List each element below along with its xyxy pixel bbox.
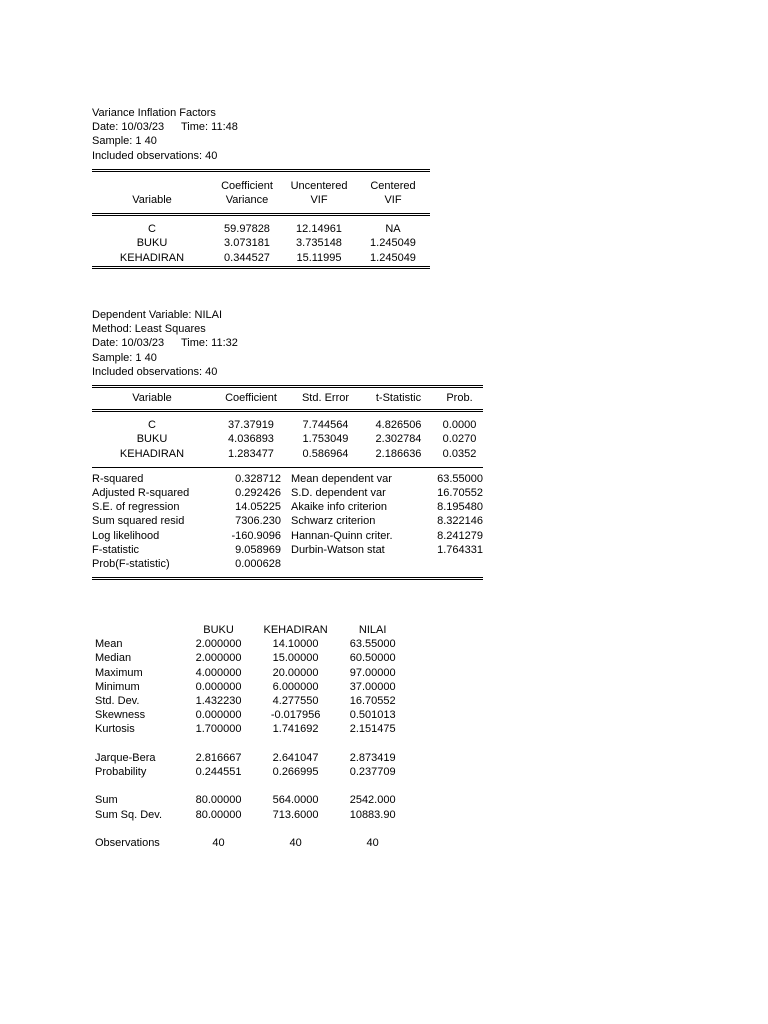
vif-col-2-line2: VIF — [310, 193, 328, 206]
stat-value: 8.241279 — [437, 529, 483, 542]
desc-cell: 97.00000 — [349, 666, 396, 679]
stat-label: Prob(F-statistic) — [92, 557, 170, 570]
reg-cell: 0.0000 — [442, 419, 477, 432]
reg-bottom-rule — [92, 577, 483, 580]
stat-value — [418, 557, 483, 571]
desc-label: Mean — [95, 638, 123, 651]
table-row — [95, 651, 411, 665]
table-row — [95, 680, 411, 694]
desc-col-kehadiran: KEHADIRAN — [263, 624, 328, 636]
reg-coef-table — [92, 412, 483, 467]
vif-body — [92, 216, 430, 265]
stat-label — [286, 557, 418, 571]
desc-cell: 6.000000 — [272, 680, 319, 693]
desc-cell: 2.000000 — [195, 638, 242, 651]
desc-col-blank — [95, 623, 180, 637]
reg-cell: 2.302784 — [375, 433, 422, 446]
desc-cell: 60.50000 — [349, 652, 396, 665]
vif-cell: 59.97828 — [224, 223, 270, 236]
stat-label: Hannan-Quinn criter. — [291, 529, 393, 542]
reg-observations: Included observations: 40 — [92, 365, 218, 378]
stat-label: F-statistic — [92, 543, 140, 556]
desc-cell: 0.501013 — [349, 709, 396, 722]
table-row — [95, 765, 411, 779]
desc-cell: 80.00000 — [195, 808, 242, 821]
stat-label: Akaike info criterion — [291, 501, 387, 514]
vif-section — [92, 106, 432, 269]
vif-col-0-line2: Variable — [132, 193, 172, 206]
table-row — [92, 472, 483, 486]
table-row — [92, 222, 430, 236]
vif-cell: 12.14961 — [296, 223, 342, 236]
table-row — [95, 708, 411, 722]
reg-method: Method: Least Squares — [92, 323, 206, 336]
table-row — [92, 486, 483, 500]
reg-stats-table — [92, 468, 483, 577]
table-row — [92, 543, 483, 557]
desc-cell: 2.816667 — [195, 751, 242, 764]
vif-col-1-line2: Variance — [225, 193, 269, 206]
stat-value: 1.764331 — [437, 543, 483, 556]
table-row — [95, 637, 411, 651]
desc-label: Std. Dev. — [95, 695, 140, 708]
desc-label: Jarque-Bera — [95, 751, 156, 764]
reg-cell: 4.036893 — [228, 433, 274, 446]
reg-cell: KEHADIRAN — [119, 447, 185, 460]
vif-cell: 0.344527 — [224, 251, 270, 264]
reg-header-table — [92, 388, 483, 409]
desc-cell: 63.55000 — [349, 638, 396, 651]
desc-cell: 10883.90 — [349, 808, 396, 821]
desc-label: Kurtosis — [95, 723, 135, 736]
desc-label: Skewness — [95, 709, 146, 722]
desc-cell: 4.277550 — [272, 695, 319, 708]
desc-cell: 37.00000 — [349, 680, 396, 693]
vif-cell: 1.245049 — [370, 237, 416, 250]
vif-col-3-line2: VIF — [384, 193, 402, 206]
reg-datetime — [92, 336, 484, 350]
stat-value: 7306.230 — [235, 515, 281, 528]
desc-label: Sum Sq. Dev. — [95, 808, 163, 821]
desc-cell: 0.000000 — [195, 709, 242, 722]
vif-datetime — [92, 120, 432, 134]
vif-col-0-line1 — [92, 179, 212, 193]
stat-label: Mean dependent var — [291, 472, 392, 485]
table-row — [92, 557, 483, 571]
table-row — [92, 447, 483, 461]
vif-cell: 3.073181 — [224, 237, 270, 250]
desc-cell: 14.10000 — [272, 638, 319, 651]
desc-cell: 2542.000 — [349, 794, 396, 807]
vif-title: Variance Inflation Factors — [92, 107, 216, 119]
desc-cell: 80.00000 — [195, 794, 242, 807]
desc-cell: 0.266995 — [272, 766, 319, 779]
desc-cell: 20.00000 — [272, 666, 319, 679]
vif-cell: C — [148, 223, 156, 236]
table-row — [92, 432, 483, 446]
stat-value: 0.000628 — [235, 557, 281, 570]
stat-value: 0.328712 — [235, 472, 281, 485]
vif-col-2-line1: Uncentered — [290, 179, 348, 192]
stat-value: 8.195480 — [437, 501, 483, 514]
reg-cell: C — [148, 419, 156, 432]
vif-sample: Sample: 1 40 — [92, 135, 157, 148]
reg-cell: BUKU — [136, 433, 168, 446]
desc-cell: 40 — [212, 837, 225, 849]
vif-date: Date: 10/03/23 — [92, 121, 165, 134]
desc-cell: 1.700000 — [195, 723, 242, 736]
stat-value: 8.322146 — [437, 515, 483, 528]
reg-col-prob: Prob. — [446, 391, 473, 404]
table-row — [92, 500, 483, 514]
table-row — [95, 793, 411, 807]
reg-cell: 37.37919 — [228, 419, 274, 432]
table-row — [92, 251, 430, 265]
stat-label: Adjusted R-squared — [92, 486, 190, 499]
regression-section — [92, 308, 484, 580]
vif-cell: NA — [385, 223, 401, 236]
vif-bottom-rule — [92, 266, 430, 269]
stat-value: 9.058969 — [235, 543, 281, 556]
table-row — [95, 836, 411, 850]
vif-cell: 15.11995 — [296, 251, 342, 264]
table-row — [95, 722, 411, 736]
desc-cell: 2.873419 — [349, 751, 396, 764]
reg-cell: 1.753049 — [302, 433, 349, 446]
desc-col-nilai: NILAI — [358, 624, 387, 636]
reg-time: Time: 11:32 — [181, 337, 238, 350]
stat-value: 63.55000 — [437, 472, 483, 485]
table-row — [92, 514, 483, 528]
reg-cell: 0.0270 — [442, 433, 477, 446]
reg-col-tstat: t-Statistic — [375, 391, 422, 404]
vif-cell: 3.735148 — [296, 237, 342, 250]
vif-observations: Included observations: 40 — [92, 149, 218, 162]
desc-label: Observations — [95, 837, 160, 849]
table-row — [92, 236, 430, 250]
table-row — [95, 666, 411, 680]
desc-cell: 4.000000 — [195, 666, 242, 679]
descriptive-table — [95, 623, 411, 850]
desc-col-buku: BUKU — [203, 624, 234, 636]
stat-label: Sum squared resid — [92, 515, 185, 528]
reg-cell: 4.826506 — [375, 419, 422, 432]
desc-cell: 16.70552 — [349, 695, 396, 708]
stat-value: 14.05225 — [235, 501, 281, 514]
stat-value: -160.9096 — [231, 529, 281, 542]
desc-label: Sum — [95, 794, 118, 807]
table-row — [95, 751, 411, 765]
vif-cell: 1.245049 — [370, 251, 416, 264]
vif-time: Time: 11:48 — [181, 121, 238, 134]
desc-cell: 40 — [289, 837, 302, 849]
desc-cell: 0.000000 — [195, 680, 242, 693]
desc-cell: 713.6000 — [272, 808, 319, 821]
stat-value: 0.292426 — [235, 486, 281, 499]
stat-label: R-squared — [92, 472, 144, 485]
desc-cell: 0.237709 — [349, 766, 396, 779]
desc-cell: 1.432230 — [195, 695, 242, 708]
stat-label: Log likelihood — [92, 529, 160, 542]
desc-label: Probability — [95, 766, 147, 779]
stat-label: Durbin-Watson stat — [291, 543, 385, 556]
reg-cell: 7.744564 — [302, 419, 349, 432]
vif-cell: BUKU — [136, 237, 168, 250]
desc-cell: -0.017956 — [270, 709, 321, 722]
vif-table — [92, 172, 430, 213]
vif-cell: KEHADIRAN — [119, 251, 185, 264]
desc-label: Median — [95, 652, 132, 665]
stat-label: S.E. of regression — [92, 501, 180, 514]
reg-cell: 0.586964 — [302, 447, 349, 460]
reg-sample: Sample: 1 40 — [92, 351, 157, 364]
desc-cell: 15.00000 — [272, 652, 319, 665]
reg-cell: 0.0352 — [442, 447, 477, 460]
desc-label: Minimum — [95, 680, 140, 693]
table-row — [92, 418, 483, 432]
descriptive-section — [95, 623, 415, 850]
reg-col-stderror: Std. Error — [301, 391, 350, 404]
stat-label: Schwarz criterion — [291, 515, 376, 528]
desc-cell: 1.741692 — [272, 723, 319, 736]
reg-cell: 1.283477 — [228, 447, 274, 460]
table-row — [95, 694, 411, 708]
reg-cell: 2.186636 — [375, 447, 422, 460]
table-row — [95, 808, 411, 822]
desc-cell: 2.151475 — [349, 723, 396, 736]
reg-col-coefficient: Coefficient — [225, 391, 277, 404]
desc-cell: 564.0000 — [272, 794, 319, 807]
stat-label: S.D. dependent var — [291, 486, 386, 499]
desc-cell: 0.244551 — [195, 766, 242, 779]
desc-cell: 2.000000 — [195, 652, 242, 665]
vif-col-3-line1: Centered — [370, 179, 416, 192]
desc-label: Maximum — [95, 666, 143, 679]
reg-dependent: Dependent Variable: NILAI — [92, 309, 223, 321]
reg-col-variable: Variable — [132, 391, 172, 404]
table-row — [92, 529, 483, 543]
stat-value: 16.70552 — [437, 486, 483, 499]
vif-col-1-line1: Coefficient — [221, 179, 273, 192]
desc-cell: 2.641047 — [272, 751, 319, 764]
reg-date: Date: 10/03/23 — [92, 337, 165, 350]
desc-cell: 40 — [366, 837, 379, 849]
